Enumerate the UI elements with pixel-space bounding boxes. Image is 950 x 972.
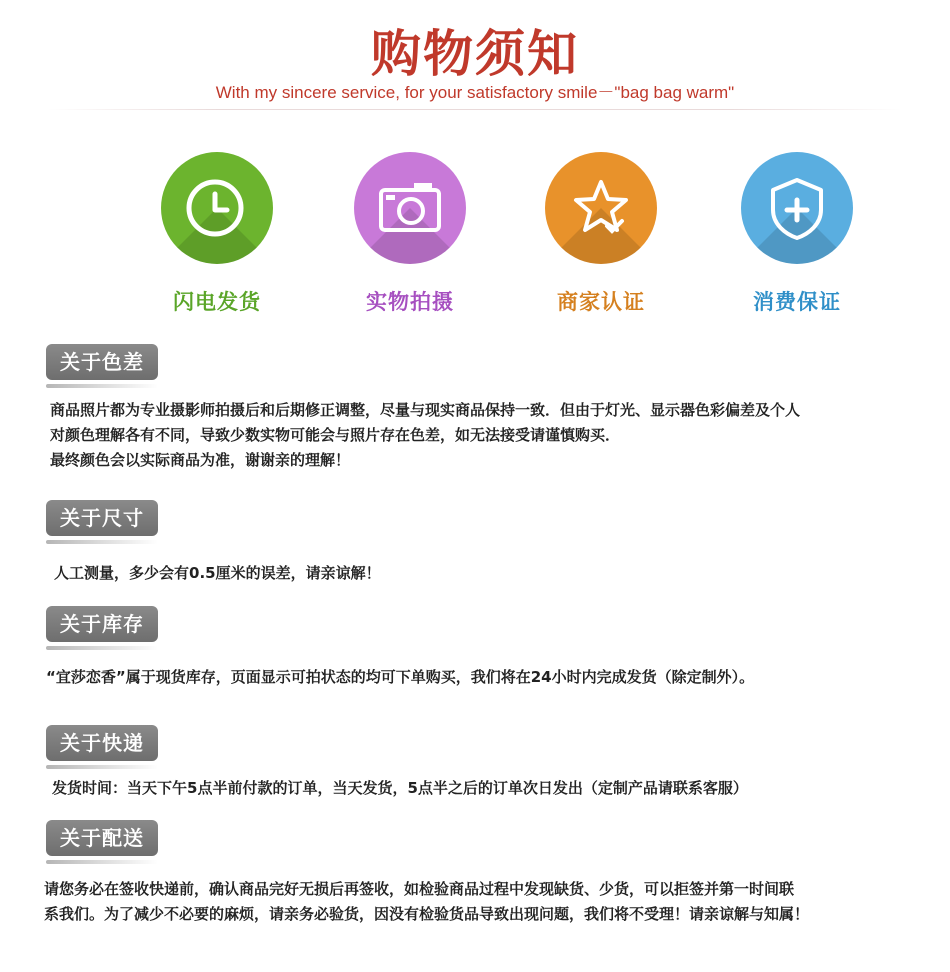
feature-real-photos: [330, 152, 490, 316]
feature-circle: [741, 152, 853, 264]
feature-fast-shipping: [137, 152, 297, 316]
feature-circle: [161, 152, 273, 264]
tab-underline: [46, 860, 158, 864]
tab-underline: [46, 646, 158, 650]
feature-consumer-guarantee: [717, 152, 877, 316]
page-title: 购物须知: [371, 25, 579, 83]
tab-underline: [46, 384, 158, 388]
header-divider: [48, 109, 902, 110]
feature-merchant-certified: [521, 152, 681, 316]
star-icon: [545, 152, 657, 264]
section-tab-size: 关于尺寸: [46, 500, 158, 536]
feature-circle: [545, 152, 657, 264]
section-text-stock: [46, 665, 754, 690]
feature-label: 实物拍摄: [366, 290, 454, 314]
section-text-delivery: [44, 877, 809, 927]
clock-icon: [161, 152, 273, 264]
text-line: 系我们。为了减少不必要的麻烦，请亲务必验货，因没有检验货品导致出现问题，我们将不受理！请亲谅解与知属！: [44, 905, 810, 923]
section-text-color: [50, 398, 800, 473]
tab-underline: [46, 765, 158, 769]
text-line: 人工测量，多少会有0.5厘米的误差，请亲谅解！: [54, 564, 381, 582]
section-tab-color: 关于色差: [46, 344, 158, 380]
text-line: 请您务必在签收快递前，确认商品完好无损后再签收，如检验商品过程中发现缺货、少货，可以拒签并第一时间联: [44, 880, 795, 898]
feature-label: 消费保证: [753, 290, 841, 314]
section-tab-express: 关于快递: [46, 725, 158, 761]
section-tab-delivery: 关于配送: [46, 820, 158, 856]
text-line: 最终颜色会以实际商品为准，谢谢亲的理解！: [50, 451, 351, 469]
tab-underline: [46, 540, 158, 544]
text-line: “宜莎恋香”属于现货库存，页面显示可拍状态的均可下单购买，我们将在24小时内完成发货（除定制外）。: [46, 668, 755, 686]
section-tab-stock: 关于库存: [46, 606, 158, 642]
feature-circle: [354, 152, 466, 264]
camera-icon: [354, 152, 466, 264]
section-text-size: [54, 561, 381, 586]
text-line: 商品照片都为专业摄影师拍摄后和后期修正调整，尽量与现实商品保持一致．但由于灯光、显示器色彩偏差及个人: [50, 401, 801, 419]
page-subtitle: With my sincere service, for your satisfactory smile－"bag bag warm": [215, 83, 735, 102]
feature-label: 闪电发货: [173, 290, 261, 314]
text-line: 发货时间：当天下午5点半前付款的订单，当天发货，5点半之后的订单次日发出（定制产品请联系客服）: [52, 779, 748, 797]
shield-icon: [741, 152, 853, 264]
feature-label: 商家认证: [557, 290, 645, 314]
text-line: 对颜色理解各有不同，导致少数实物可能会与照片存在色差，如无法接受请谨慎购买．: [50, 426, 621, 444]
section-text-express: [52, 776, 748, 801]
